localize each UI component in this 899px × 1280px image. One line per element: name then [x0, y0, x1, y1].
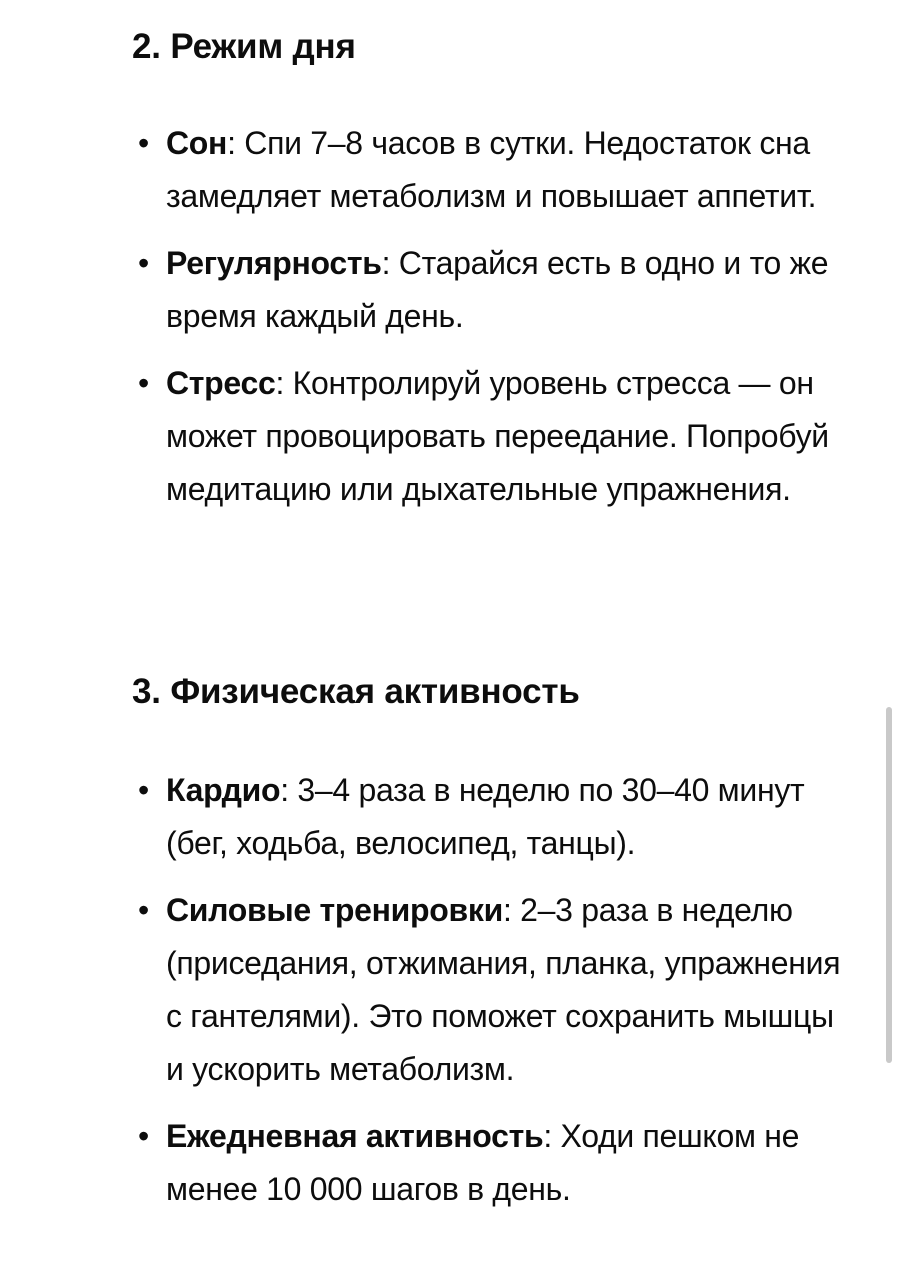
- list-item-strength-training: [132, 884, 852, 1096]
- list-item-cardio: [132, 764, 852, 870]
- daily-routine-list: [132, 117, 852, 530]
- item-text: : Контролируй уровень стресса — он может провоцировать переедание. Попробуй медитацию или дыхательные упражнения.: [166, 365, 829, 507]
- item-text: : Спи 7–8 часов в сутки. Недостаток сна замедляет метаболизм и повышает аппетит.: [166, 125, 817, 214]
- item-term: Ежедневная активность: [166, 1118, 544, 1154]
- list-item-regularity: [132, 237, 852, 343]
- bullet-icon: •: [138, 245, 149, 281]
- bullet-icon: •: [138, 772, 149, 808]
- item-text: : Ходи пешком не менее 10 000 шагов в день.: [166, 1118, 800, 1207]
- bullet-icon: •: [138, 1118, 149, 1154]
- item-text: : 2–3 раза в неделю (приседания, отжимания, планка, упражнения с гантелями). Это поможет сохранить мышцы и ускорить метаболизм.: [166, 892, 841, 1087]
- bullet-icon: •: [138, 125, 149, 161]
- item-text: : Старайся есть в одно и то же время каждый день.: [166, 245, 829, 334]
- item-term: Сон: [166, 125, 228, 161]
- section-title-physical-activity: 3. Физическая активность: [132, 672, 580, 711]
- item-term: Регулярность: [166, 245, 382, 281]
- scrollbar-thumb[interactable]: [886, 707, 892, 1063]
- list-item-stress: [132, 357, 852, 516]
- list-item-sleep: [132, 117, 852, 223]
- list-item-daily-activity: [132, 1110, 852, 1216]
- item-term: Силовые тренировки: [166, 892, 503, 928]
- item-term: Кардио: [166, 772, 281, 808]
- bullet-icon: •: [138, 892, 149, 928]
- physical-activity-list: [132, 764, 852, 1230]
- item-text: : 3–4 раза в неделю по 30–40 минут (бег, ходьба, велосипед, танцы).: [166, 772, 805, 861]
- item-term: Стресс: [166, 365, 276, 401]
- bullet-icon: •: [138, 365, 149, 401]
- section-title-daily-routine: 2. Режим дня: [132, 27, 356, 66]
